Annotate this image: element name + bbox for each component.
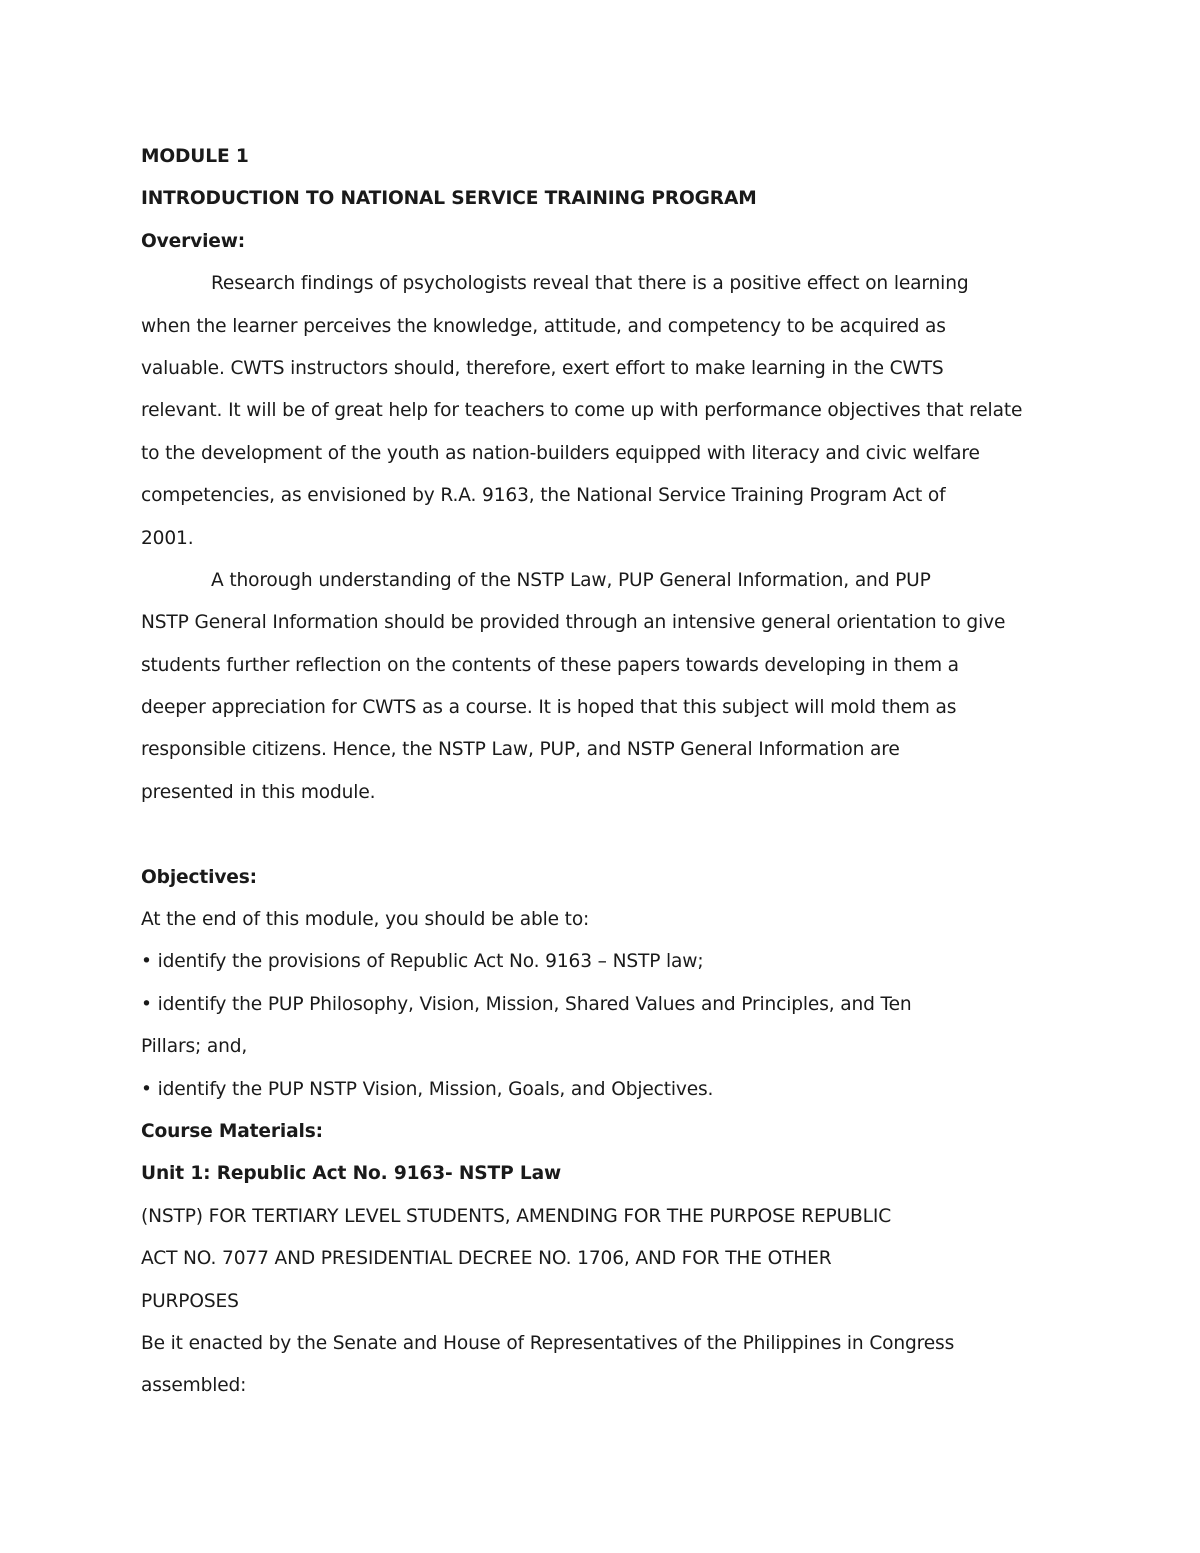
paragraph-line: A thorough understanding of the NSTP Law, PUP General Information, and PUP (211, 569, 931, 591)
blank-line (141, 814, 1061, 856)
paragraph-line: relevant. It will be of great help for teachers to come up with performance objectives that relate (141, 400, 1023, 422)
objectives-list (141, 941, 1061, 1111)
enactment-line: Be it enacted by the Senate and House of Representatives of the Philippines in Congress (141, 1332, 955, 1354)
overview-paragraph-2 (141, 560, 1061, 814)
paragraph-line: students further reflection on the contents of these papers towards developing in them a (141, 654, 959, 676)
document-body (141, 136, 1061, 1408)
paragraph-line: valuable. CWTS instructors should, therefore, exert effort to make learning in the CWTS (141, 357, 944, 379)
module-label: MODULE 1 (141, 146, 249, 167)
module-title: INTRODUCTION TO NATIONAL SERVICE TRAINING PROGRAM (141, 188, 757, 210)
paragraph-line: 2001. (141, 527, 194, 549)
objectives-heading: Objectives: (141, 866, 257, 888)
course-materials-heading: Course Materials: (141, 1120, 323, 1142)
objective-item: Pillars; and, (141, 1036, 248, 1058)
enactment-line: assembled: (141, 1375, 247, 1397)
paragraph-line: presented in this module. (141, 781, 376, 803)
law-title-line: (NSTP) FOR TERTIARY LEVEL STUDENTS, AMENDING FOR THE PURPOSE REPUBLIC (141, 1205, 892, 1227)
law-title-line: PURPOSES (141, 1290, 239, 1312)
law-title (141, 1196, 1061, 1323)
paragraph-line: to the development of the youth as nation-builders equipped with literacy and civic welfare (141, 442, 980, 464)
overview-heading: Overview: (141, 230, 246, 252)
paragraph-line: Research findings of psychologists reveal that there is a positive effect on learning (211, 273, 969, 295)
overview-paragraph-1 (141, 263, 1061, 560)
paragraph-line: when the learner perceives the knowledge, attitude, and competency to be acquired as (141, 315, 946, 337)
objective-item: • identify the PUP Philosophy, Vision, Mission, Shared Values and Principles, and Ten (141, 993, 912, 1015)
unit-heading: Unit 1: Republic Act No. 9163- NSTP Law (141, 1163, 561, 1185)
law-title-line: ACT NO. 7077 AND PRESIDENTIAL DECREE NO. 1706, AND FOR THE OTHER (141, 1248, 832, 1270)
objectives-intro: At the end of this module, you should be able to: (141, 909, 590, 931)
paragraph-line: responsible citizens. Hence, the NSTP Law, PUP, and NSTP General Information are (141, 739, 900, 761)
enactment-clause (141, 1323, 1061, 1408)
objective-item: • identify the provisions of Republic Act No. 9163 – NSTP law; (141, 951, 704, 973)
paragraph-line: competencies, as envisioned by R.A. 9163, the National Service Training Program Act of (141, 485, 946, 507)
objective-item: • identify the PUP NSTP Vision, Mission, Goals, and Objectives. (141, 1078, 714, 1100)
paragraph-line: deeper appreciation for CWTS as a course. It is hoped that this subject will mold them as (141, 697, 957, 719)
paragraph-line: NSTP General Information should be provided through an intensive general orientation to give (141, 612, 1006, 634)
